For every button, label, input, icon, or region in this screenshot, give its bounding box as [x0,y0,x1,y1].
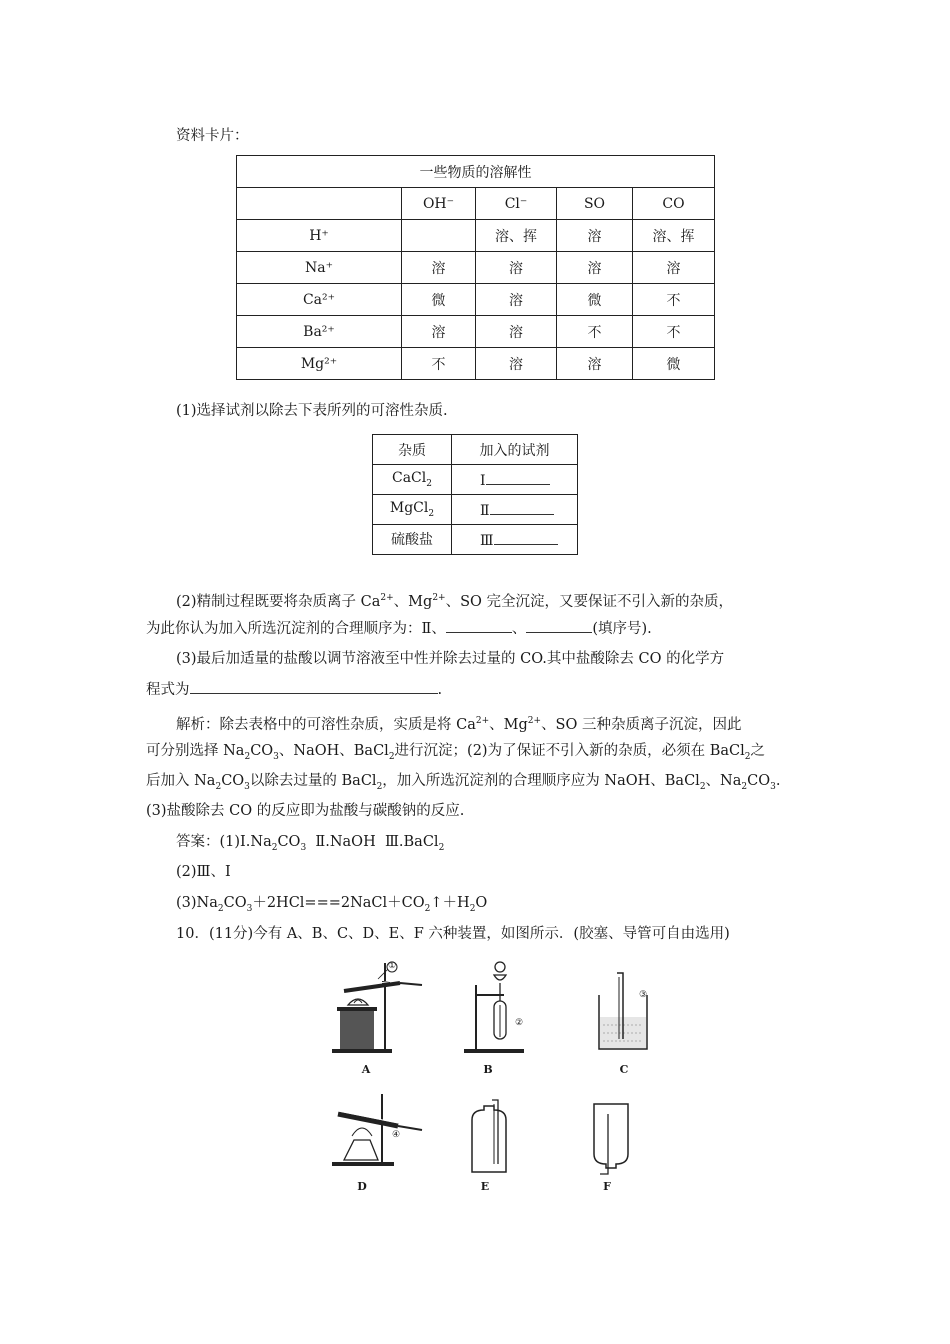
subscript: 2 [744,751,751,762]
table-row [373,495,578,525]
table-cell: 溶 [402,252,476,284]
answer-line-3 [176,893,836,919]
analysis-line-1 [176,711,836,735]
text: 为此你认为加入所选沉淀剂的合理顺序为：Ⅱ、 [146,621,446,637]
text: 可分别选择 Na [146,743,245,759]
reagent-answer-cell [452,465,578,495]
marker-3: ③ [639,990,648,1000]
roman-numeral: Ⅲ [480,533,494,549]
subscript: 3 [770,781,776,792]
question-1: (1)选择试剂以除去下表所列的可溶性杂质. [176,403,448,419]
table-row [373,525,578,555]
text: 、 [511,621,527,637]
text: . [775,773,781,789]
subscript: 2 [215,781,222,792]
subscript: 2 [699,781,706,792]
apparatus-b-drawing [460,955,540,1055]
table-header-row [373,435,578,465]
text: 、Na [705,773,742,789]
table-cell: 微 [557,284,633,316]
label-d: D [357,1180,367,1193]
marker-4: ④ [392,1130,401,1140]
text: 解析：除去表格中的可溶性杂质，实质是将 Ca [176,716,476,733]
text: 程式为 [146,682,190,698]
text: (2)精制过程既要将杂质离子 Ca [176,593,381,610]
text: CO [277,834,301,850]
answer-blank[interactable] [190,679,438,694]
header-cell: 杂质 [373,435,452,465]
table-cell: 溶 [476,284,557,316]
table-row [237,220,715,252]
text: 、NaOH、BaCl [278,743,389,759]
text: CO [250,743,274,759]
table-cell: 不 [633,316,715,348]
text: (填序号). [592,621,652,637]
label-b: B [483,1063,493,1076]
subscript: 2 [271,842,278,853]
answer-blank[interactable] [486,470,550,485]
analysis-line-4: (3)盐酸除去 CO 的反应即为盐酸与碳酸钠的反应. [146,803,465,819]
apparatus-f-drawing [592,1100,642,1180]
solubility-table-title: 一些物质的溶解性 [237,156,715,188]
table-cell: 不 [633,284,715,316]
subscript: 2 [426,478,432,489]
table-header-row [237,188,715,220]
label-f: F [603,1180,611,1193]
subscript: 3 [246,903,253,914]
superscript: 2+ [475,716,490,726]
text: ＋2HCl===2NaCl＋CO [252,895,425,911]
table-cell: 溶、挥 [633,220,715,252]
marker-2: ② [515,1018,524,1028]
text: Ⅱ.NaOH Ⅲ.BaCl [306,834,439,850]
text: 、SO 完全沉淀，又要保证不引入新的杂质， [445,593,734,610]
label-a: A [361,1063,371,1076]
text: ，加入所选沉淀剂的合理顺序应为 NaOH、BaCl [382,773,700,789]
answer-line-1 [176,832,836,858]
text: 之 [750,743,765,759]
text: 答案：(1)Ⅰ.Na [176,834,272,850]
table-cell: 溶 [476,348,557,380]
marker-1: ① [388,961,397,971]
table-row [237,316,715,348]
question-2-line-2 [146,618,806,639]
answer-blank[interactable] [490,500,554,515]
header-cell: SO [557,188,633,220]
text: CO [747,773,771,789]
table-cell: 不 [402,348,476,380]
impurity-cell [373,495,452,525]
subscript: 2 [244,751,251,762]
subscript: 2 [428,508,435,519]
superscript: 2+ [380,593,394,603]
answer-blank[interactable] [446,618,512,633]
roman-numeral: Ⅰ [480,473,486,489]
header-cell: Cl⁻ [476,188,557,220]
text: . [437,682,443,698]
subscript: 3 [300,842,307,853]
analysis-line-2 [146,741,806,767]
reagent-answer-cell [452,525,578,555]
text: ↑＋H [430,895,470,911]
text: 以除去过量的 BaCl [249,773,377,789]
label-c: C [619,1063,629,1076]
solubility-table [236,155,715,380]
impurity-cell [373,525,452,555]
question-10: 10．(11分)今有 A、B、C、D、E、F 六种装置，如图所示．(胶塞、导管可自由选用) [176,926,730,942]
impurity-text: MgCl [389,500,429,517]
subscript: 2 [741,781,748,792]
header-cell: CO [633,188,715,220]
table-cell: 溶 [476,316,557,348]
text: 进行沉淀；(2)为了保证不引入新的杂质，必须在 BaCl [394,743,745,759]
table-row [237,348,715,380]
reagent-table [372,434,578,555]
answer-blank[interactable] [494,530,558,545]
apparatus-c-drawing [595,955,655,1055]
ref-card-label: 资料卡片： [176,128,249,144]
table-cell: 微 [633,348,715,380]
table-row [373,465,578,495]
question-2-line-1 [176,588,836,612]
table-cell: 微 [402,284,476,316]
text: 、Mg [393,593,433,610]
impurity-text: 硫酸盐 [391,531,433,548]
table-cell: 溶 [557,252,633,284]
table-cell: 溶 [402,316,476,348]
text: O [475,895,488,911]
text: 、SO 三种杂质离子沉淀，因此 [541,716,742,733]
table-cell [402,220,476,252]
table-row [237,252,715,284]
table-cell: 溶 [557,348,633,380]
header-cell: OH⁻ [402,188,476,220]
table-row [237,284,715,316]
reagent-answer-cell [452,495,578,525]
text: CO [223,895,247,911]
superscript: 2+ [432,593,446,603]
subscript: 2 [424,903,431,914]
header-cell [237,188,402,220]
question-3-line-1: (3)最后加适量的盐酸以调节溶液至中性并除去过量的 CO.其中盐酸除去 CO 的化学方 [176,651,725,667]
subscript: 2 [376,781,383,792]
ion-cell: Ba²⁺ [237,316,402,348]
subscript: 2 [469,903,476,914]
question-3-line-2 [146,679,806,700]
text: CO [221,773,245,789]
label-e: E [480,1180,490,1193]
analysis-line-3 [146,771,806,797]
table-cell: 溶 [476,252,557,284]
table-cell: 不 [557,316,633,348]
header-cell: 加入的试剂 [452,435,578,465]
table-cell: 溶 [557,220,633,252]
text: (3)Na [176,895,218,911]
table-cell: 溶、挥 [476,220,557,252]
text: 后加入 Na [146,773,216,789]
apparatus-e-drawing [470,1100,520,1180]
apparatus-a-drawing [330,955,430,1055]
impurity-text: CaCl [392,470,427,487]
ion-cell: Mg²⁺ [237,348,402,380]
text: 、Mg [489,716,528,733]
ion-cell: H⁺ [237,220,402,252]
subscript: 3 [244,781,250,792]
ion-cell: Na⁺ [237,252,402,284]
answer-line-2: (2)Ⅲ、Ⅰ [176,864,231,880]
ion-cell: Ca²⁺ [237,284,402,316]
answer-blank[interactable] [526,618,592,633]
subscript: 2 [438,842,445,853]
superscript: 2+ [527,716,542,726]
impurity-cell [373,465,452,495]
subscript: 2 [217,903,224,914]
subscript: 3 [273,751,279,762]
apparatus-d-drawing [330,1090,430,1170]
subscript: 2 [388,751,395,762]
roman-numeral: Ⅱ [480,503,490,519]
table-cell: 溶 [633,252,715,284]
